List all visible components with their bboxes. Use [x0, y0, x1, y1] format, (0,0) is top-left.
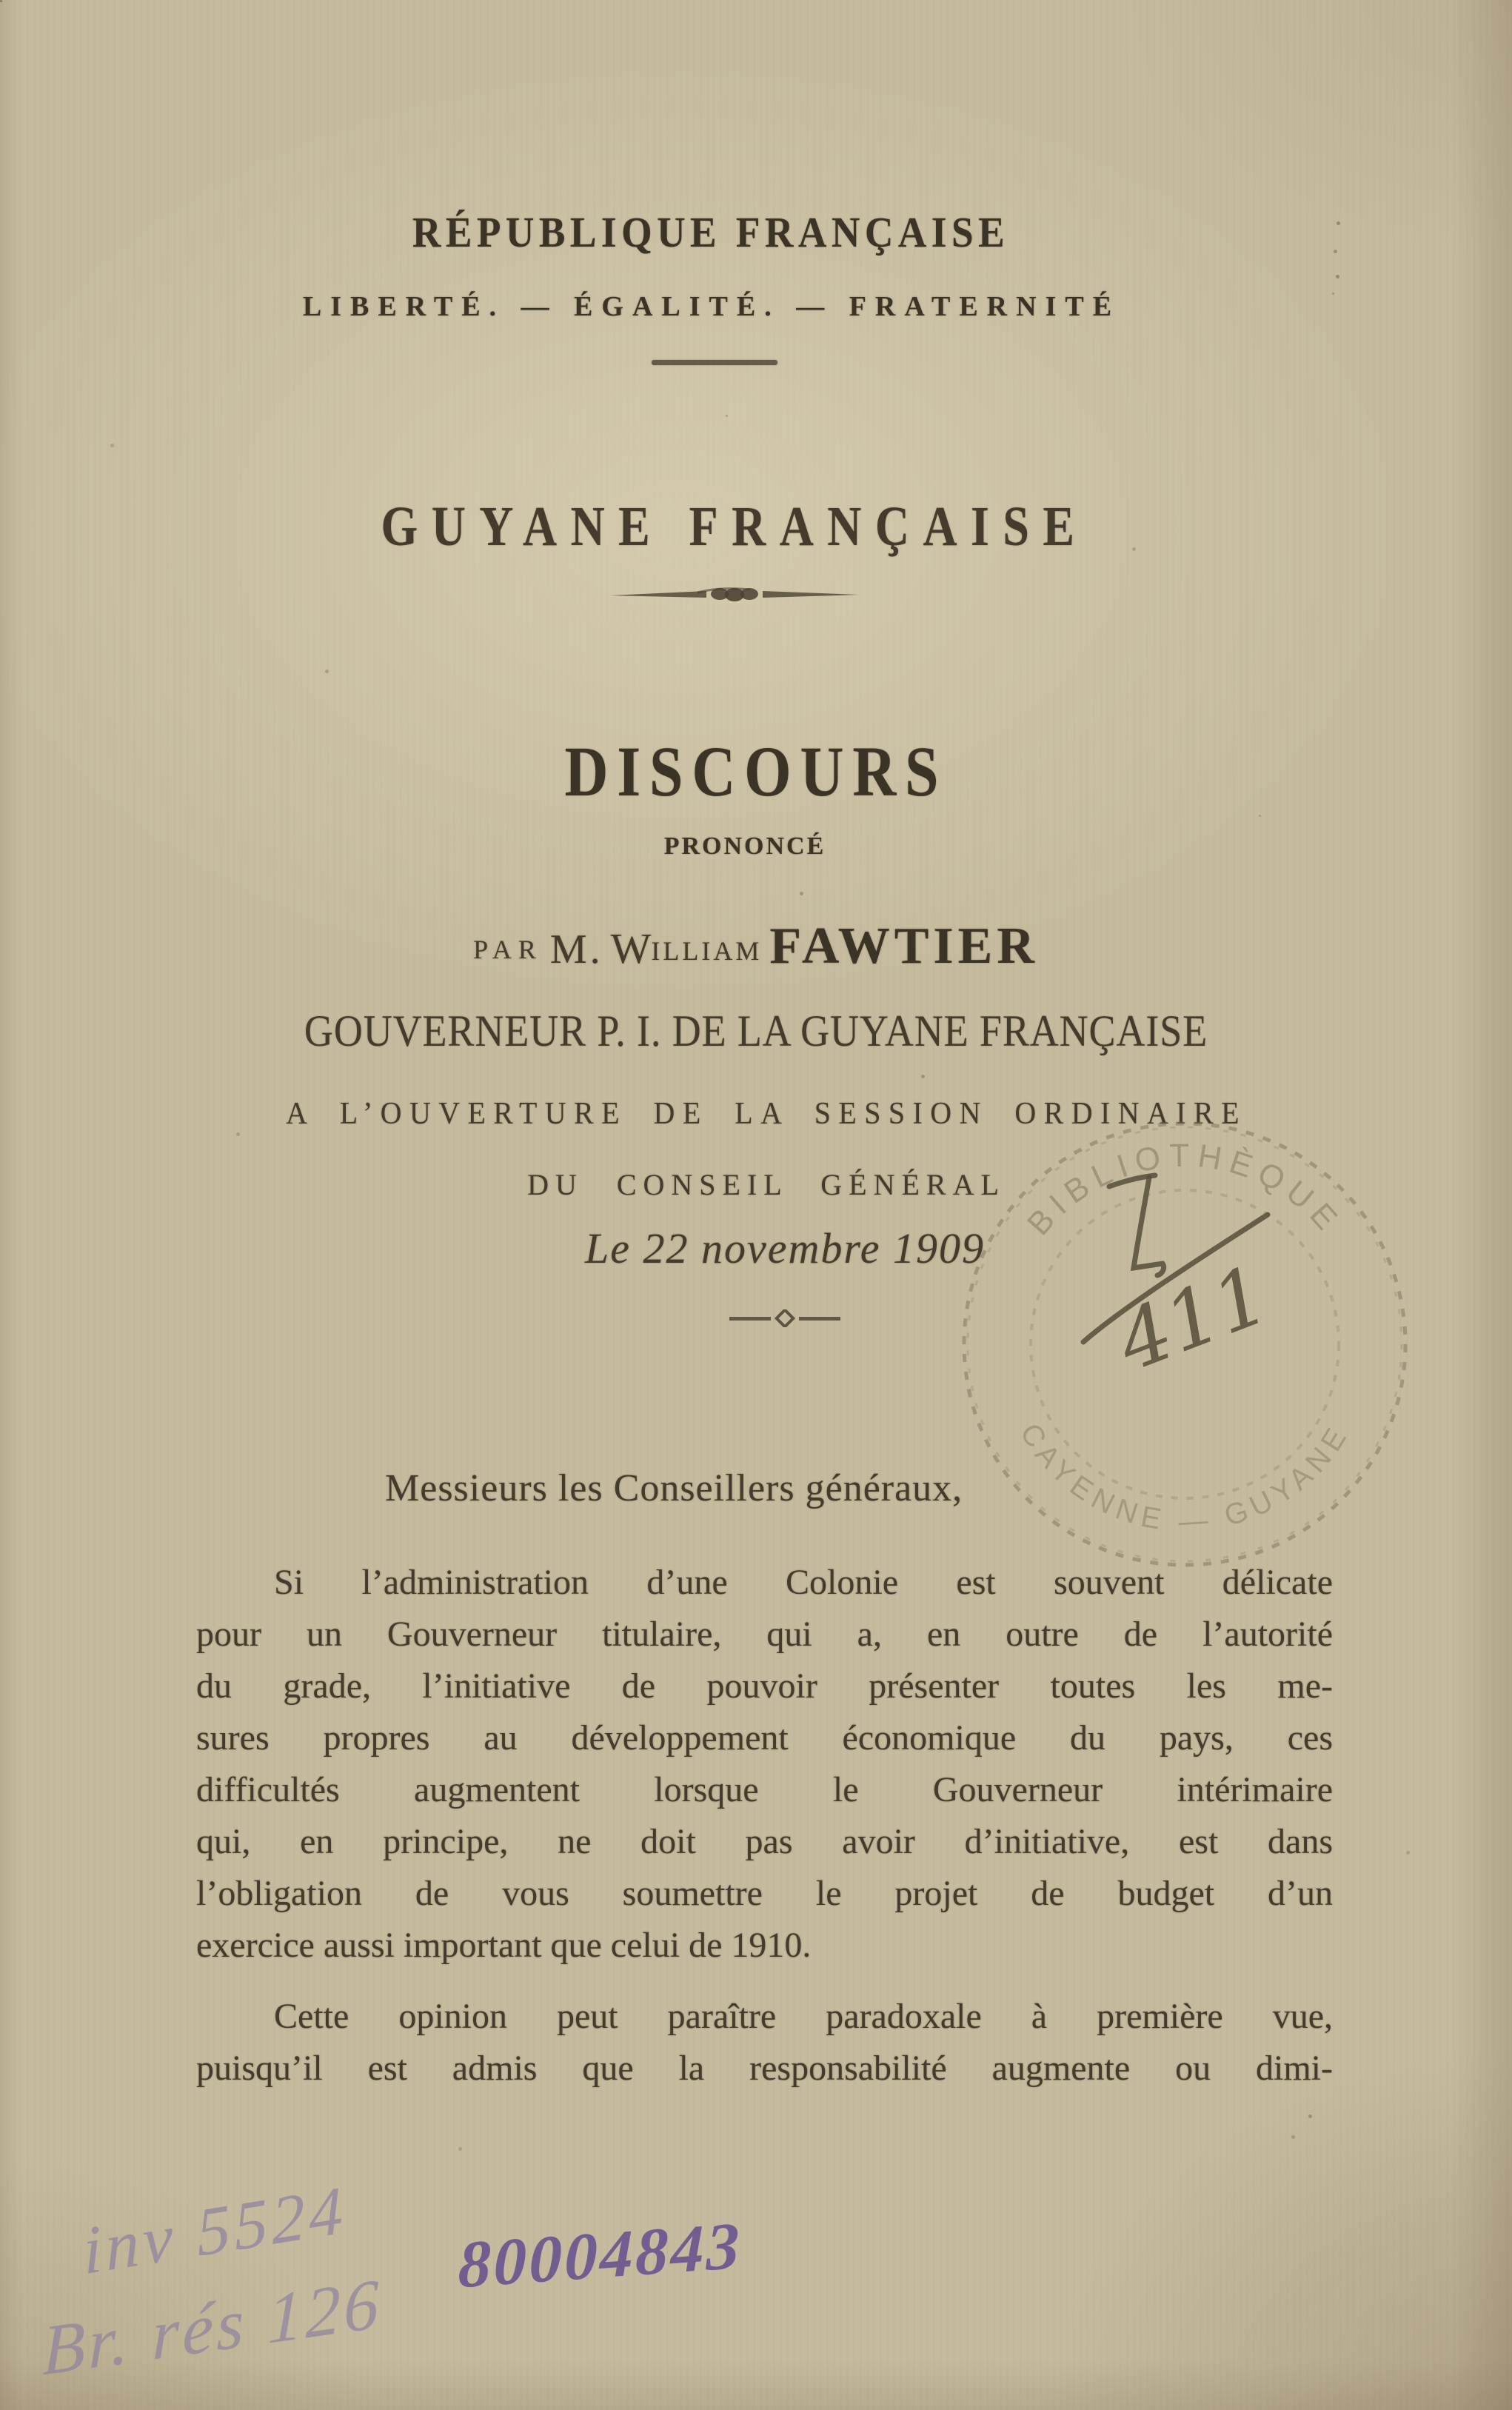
body-line: pour un Gouverneur titulaire, qui a, en outre de l’autorité: [196, 1615, 1333, 1654]
handwritten-inventory-number: inv 5524: [81, 2171, 348, 2289]
occasion-line-1: A L’OUVERTURE DE LA SESSION ORDINAIRE: [286, 1097, 1247, 1131]
library-stamp: [940, 1104, 1429, 1592]
body-line: l’obligation de vous soumettre le projet de budget d’un: [196, 1874, 1333, 1913]
byline-last-name: FAWTIER: [769, 918, 1039, 975]
stamp-ring-top-text: BIBLIOTHÈQUE: [1020, 1137, 1349, 1243]
speech-subtitle: PRONONCÉ: [663, 832, 826, 860]
small-rule-ornament: [729, 1309, 840, 1327]
byline: [0, 917, 1512, 976]
motto-line: LIBERTÉ. — ÉGALITÉ. — FRATERNITÉ: [302, 291, 1121, 322]
governor-role-line: GOUVERNEUR P. I. DE LA GUYANE FRANÇAISE: [304, 1007, 1208, 1055]
body-line: qui, en principe, ne doit pas avoir d’initiative, est dans: [196, 1822, 1333, 1861]
body-line: sures propres au développement économique du pays, ces: [196, 1718, 1333, 1758]
handwritten-accession-number: 80004843: [458, 2209, 742, 2303]
session-date: Le 22 novembre 1909: [584, 1224, 986, 1272]
handwritten-shelfmark: [1083, 1175, 1281, 1390]
header-rule: [652, 360, 777, 365]
byline-prefix: PAR: [473, 935, 543, 964]
decorative-rule-ornament: [609, 584, 860, 606]
body-line: difficultés augmentent lorsque le Gouverneur intérimaire: [196, 1770, 1333, 1809]
body-line: Si l’administration d’une Colonie est souvent délicate: [274, 1563, 1333, 1602]
body-line: Cette opinion peut paraître paradoxale à première vue,: [274, 1997, 1333, 2036]
republic-heading: RÉPUBLIQUE FRANÇAISE: [412, 208, 1010, 256]
byline-honorific: M.: [549, 927, 603, 972]
handwritten-shelfmark-bottom: Br. rés 126: [42, 2263, 382, 2391]
stamp-ring-bottom-text: CAYENNE — GUYANE: [1013, 1418, 1357, 1539]
body-line: du grade, l’initiative de pouvoir présenter toutes les me-: [196, 1666, 1333, 1706]
salutation: Messieurs les Conseillers généraux,: [385, 1467, 963, 1509]
speech-title: DISCOURS: [564, 732, 948, 811]
shelfmark-number: 411: [1105, 1248, 1281, 1390]
region-title: GUYANE FRANÇAISE: [381, 495, 1088, 558]
byline-first-name-rest: ILLIAM: [651, 936, 763, 966]
body-line: exercice aussi important que celui de 1910.: [196, 1926, 812, 1965]
occasion-line-2: DU CONSEIL GÉNÉRAL: [527, 1168, 1006, 1201]
body-line: puisqu’il est admis que la responsabilité augmente ou dimi-: [196, 2049, 1333, 2088]
paper-speckles: [0, 0, 2, 2]
byline-first-name-initial: W: [610, 924, 652, 972]
